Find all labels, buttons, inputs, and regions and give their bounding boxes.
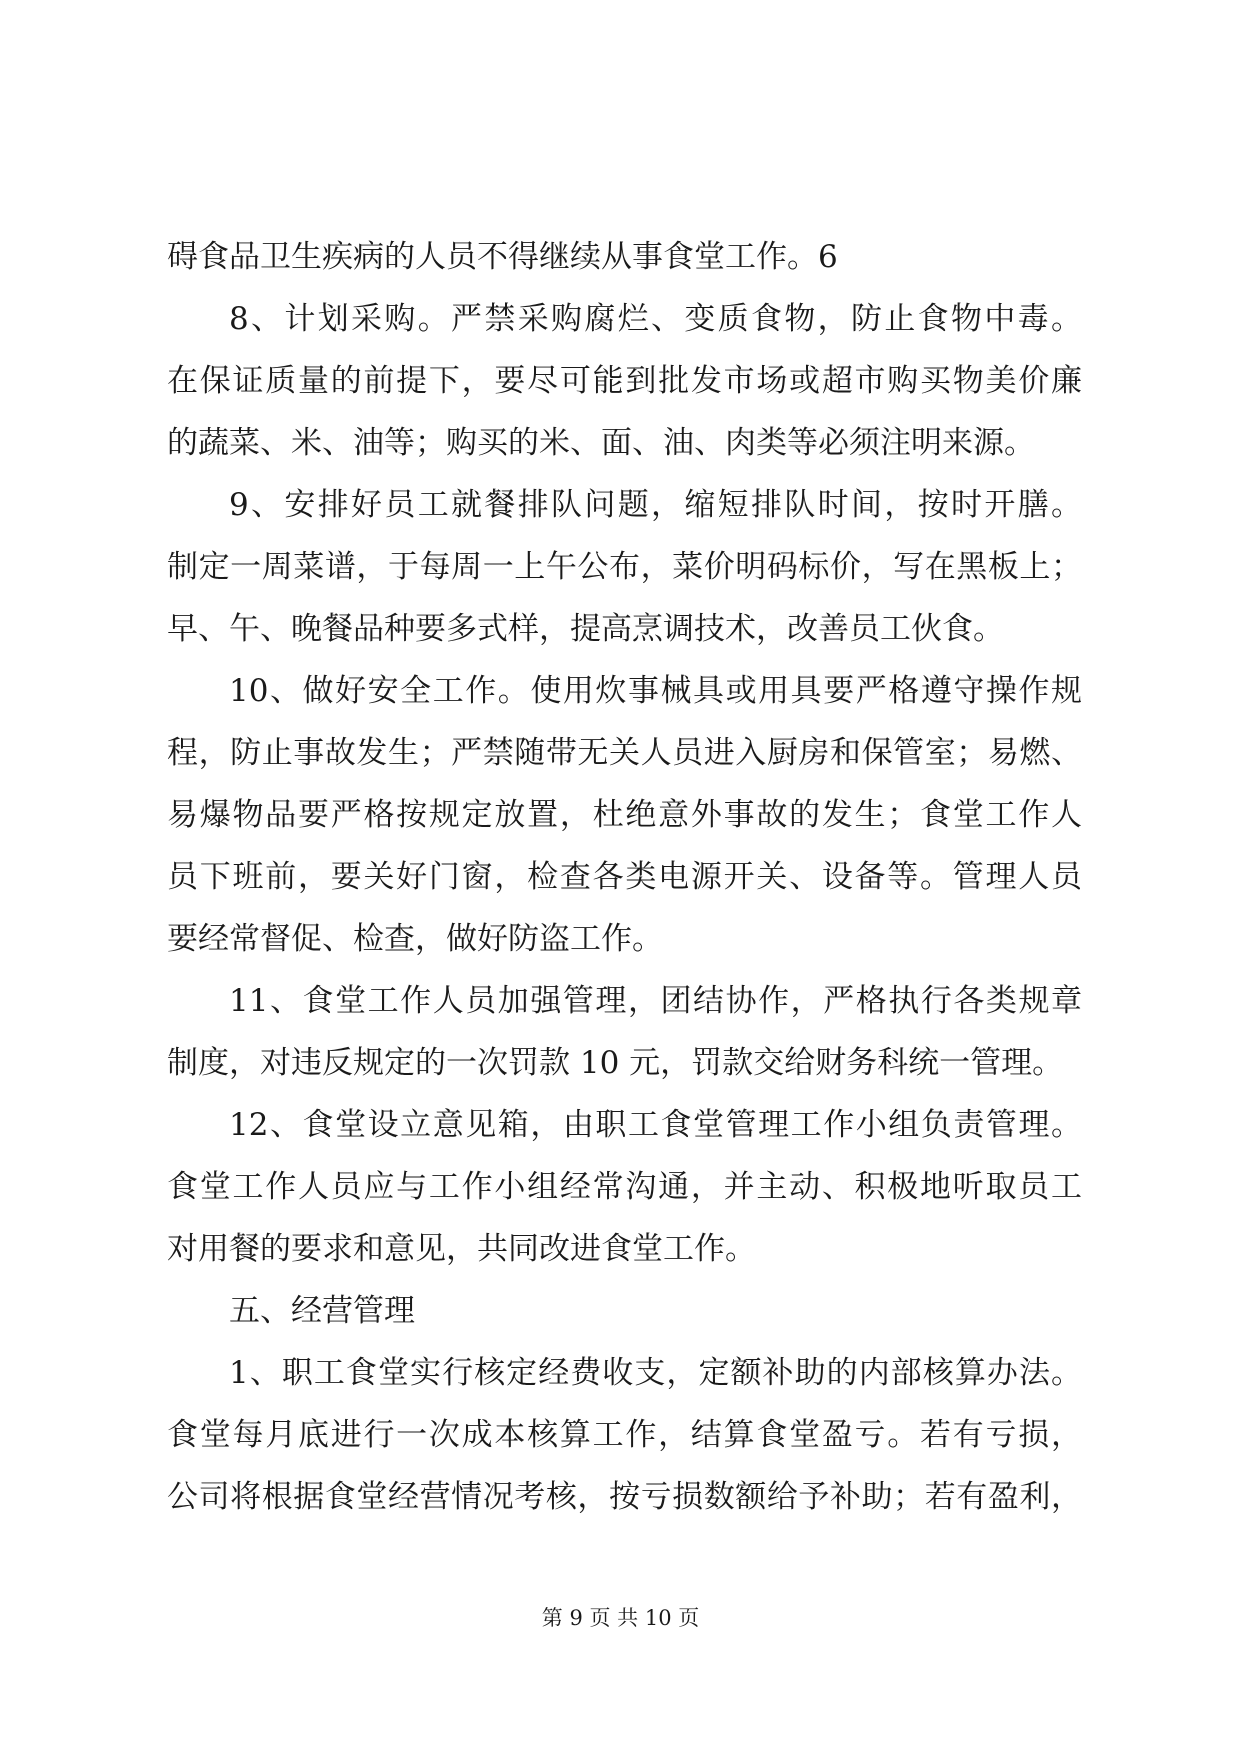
text-line: 早、午、晚餐品种要多式样，提高烹调技术，改善员工伙食。 — [167, 611, 1004, 647]
text-line: 公司将根据食堂经营情况考核，按亏损数额给予补助；若有盈利， — [167, 1479, 1082, 1515]
text-line: 1、职工食堂实行核定经费收支，定额补助的内部核算办法。 — [229, 1355, 1082, 1391]
text-line: 10、做好安全工作。使用炊事械具或用具要严格遵守操作规 — [229, 673, 1082, 709]
text-line: 食堂工作人员应与工作小组经常沟通，并主动、积极地听取员工 — [167, 1169, 1082, 1205]
text-line: 在保证质量的前提下，要尽可能到批发市场或超市购买物美价廉 — [167, 363, 1082, 399]
text-line: 制定一周菜谱，于每周一上午公布，菜价明码标价，写在黑板上； — [167, 549, 1082, 585]
text-line: 8、计划采购。严禁采购腐烂、变质食物，防止食物中毒。 — [229, 301, 1082, 337]
text-line: 食堂每月底进行一次成本核算工作，结算食堂盈亏。若有亏损， — [167, 1417, 1082, 1453]
text-line: 9、安排好员工就餐排队问题，缩短排队时间，按时开膳。 — [229, 487, 1082, 523]
text-line: 碍食品卫生疾病的人员不得继续从事食堂工作。6 — [167, 239, 838, 275]
text-line: 对用餐的要求和意见，共同改进食堂工作。 — [167, 1231, 756, 1267]
text-line: 员下班前，要关好门窗，检查各类电源开关、设备等。管理人员 — [167, 859, 1082, 895]
text-line: 12、食堂设立意见箱，由职工食堂管理工作小组负责管理。 — [229, 1107, 1082, 1143]
text-line: 要经常督促、检查，做好防盗工作。 — [167, 921, 663, 957]
text-line: 易爆物品要严格按规定放置，杜绝意外事故的发生；食堂工作人 — [167, 797, 1082, 833]
text-line: 制度，对违反规定的一次罚款 10 元，罚款交给财务科统一管理。 — [167, 1045, 1064, 1081]
body-text — [167, 226, 1082, 1528]
text-line: 的蔬菜、米、油等；购买的米、面、油、肉类等必须注明来源。 — [167, 425, 1035, 461]
text-line: 程，防止事故发生；严禁随带无关人员进入厨房和保管室；易燃、 — [167, 735, 1082, 771]
text-line: 11、食堂工作人员加强管理，团结协作，严格执行各类规章 — [229, 983, 1082, 1019]
text-line: 五、经营管理 — [229, 1293, 415, 1329]
page-footer: 第 9 页 共 10 页 — [541, 1606, 700, 1630]
